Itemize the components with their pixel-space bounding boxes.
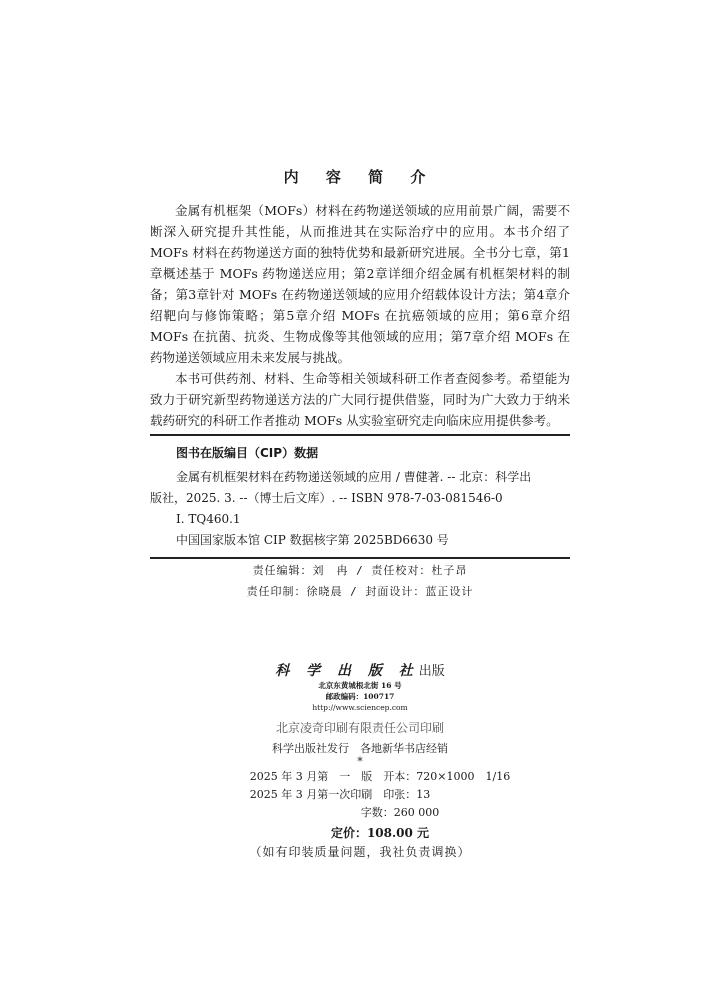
summary-body bbox=[150, 200, 570, 431]
publisher-url: http://www.sciencep.com bbox=[312, 703, 408, 712]
imprint-block bbox=[0, 660, 720, 860]
publisher-postcode: 邮政编码：100717 bbox=[325, 692, 395, 701]
summary-title: 内 容 简 介 bbox=[283, 168, 437, 186]
edition-specs bbox=[250, 768, 510, 804]
distribution-line: 科学出版社发行 各地新华书店经销 bbox=[272, 742, 448, 755]
editors-line-2: 责任印制：徐晓晨 / 封面设计：蓝正设计 bbox=[246, 585, 474, 598]
summary-paragraph-2: 本书可供药剂、材料、生命等相关领域科研工作者查阅参考。希望能为致力于研究新型药物递送方法的广大同行提供借鉴，同时为广大致力于纳米载药研究的科研工作者推动 MOFs 从实验室研究走向临床应用提供参考。 bbox=[150, 371, 570, 428]
cip-line-1: 金属有机框架材料在药物递送领域的应用 / 曹健著. -- 北京：科学出 bbox=[176, 470, 532, 484]
summary-paragraph-1: 金属有机框架（MOFs）材料在药物递送领域的应用前景广阔，需要不断深入研究提升其性能，从而推进其在实际治疗中的应用。本书介绍了MOFs 材料在药物递送方面的独特优势和最新研究进展。全书分七章，第1章概述基于 MOFs 药物递送应用；第2章详细介绍金属有机框架材料的制备；第3章针对 MOFs 在药物递送领域的应用介绍载体设计方法；第4章介绍靶向与修饰策略；第5章介绍 MOFs 在抗癌领域的应用；第6章介绍 MOFs 在抗菌、抗炎、生物成像等其他领域的应用；第7章介绍 MOFs 在药物递送领域应用未来发展与挑战。 bbox=[150, 203, 570, 365]
edition-line: 2025 年 3 月第 一 版 开本：720×1000 1/16 bbox=[249, 770, 511, 783]
cip-heading: 图书在版编目（CIP）数据 bbox=[176, 446, 319, 460]
publisher-suffix: 出版 bbox=[418, 664, 445, 679]
quality-notice: （如有印装质量问题，我社负责调换） bbox=[249, 845, 471, 859]
printing-line: 2025 年 3 月第一次印刷 印张：13 bbox=[249, 788, 431, 801]
responsible-editors bbox=[0, 560, 720, 602]
cip-line-2: 版社，2025. 3. --（博士后文库）. -- ISBN 978-7-03-081546-0 bbox=[150, 491, 503, 505]
editors-line-1: 责任编辑：刘 冉 / 责任校对：杜子昂 bbox=[252, 564, 468, 577]
separator-star: * bbox=[357, 755, 363, 768]
publisher-line bbox=[0, 660, 720, 680]
publisher-address: 北京东黄城根北街 16 号 bbox=[318, 681, 402, 690]
cip-data-block bbox=[150, 434, 570, 559]
publisher-logo: 科 学 出 版 社 bbox=[275, 663, 419, 679]
cip-classification: Ⅰ. TQ460.1 bbox=[176, 512, 241, 526]
wordcount-line: 字数：260 000 bbox=[360, 806, 440, 819]
price-line: 定价：108.00 元 bbox=[330, 826, 430, 840]
printer-line: 北京凌奇印刷有限责任公司印刷 bbox=[275, 721, 444, 735]
cip-record-number: 中国国家版本馆 CIP 数据核字第 2025BD6630 号 bbox=[176, 533, 449, 547]
